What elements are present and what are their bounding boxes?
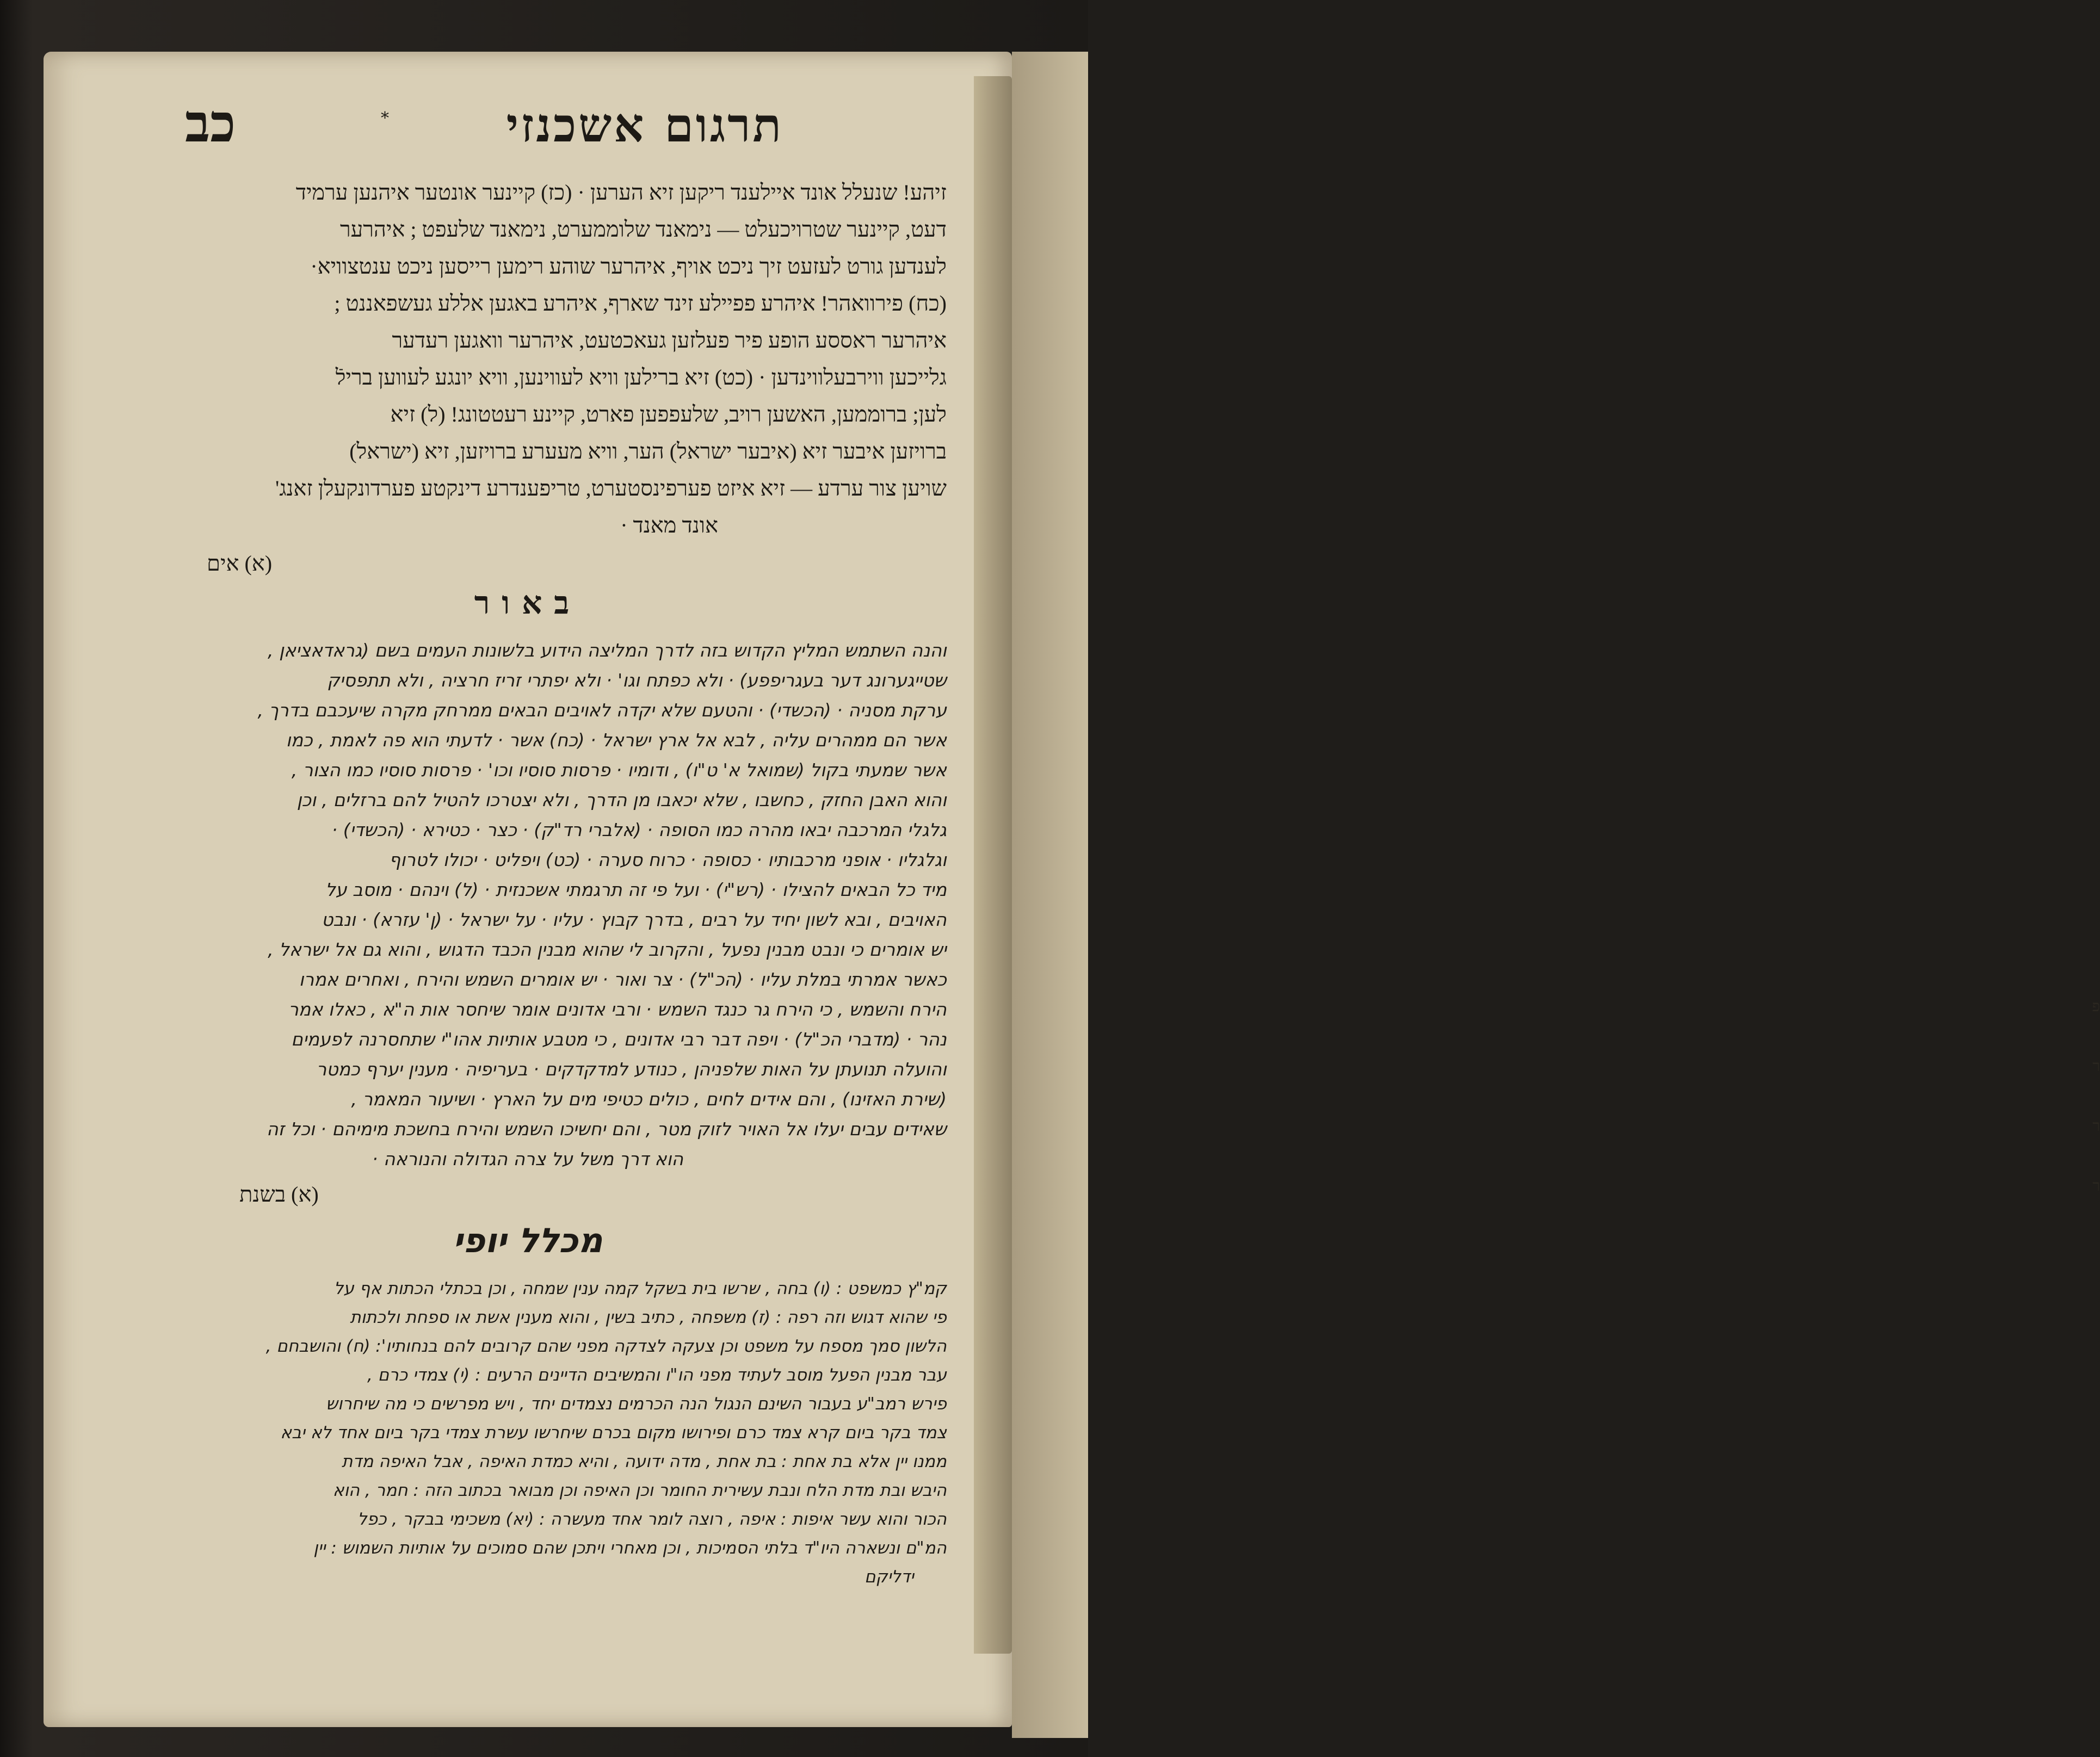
mikhlol-line: צמד בקר ביום קרא צמד כרם ופירושו מקום בכרם שיחרשו עשרת צמדי בקר ביום אחד לא יבא	[280, 1423, 947, 1443]
biur-line: והועלה תנועתן על האות שלפניהן , כנודע למדקדקים · בעריפיה · מענין יערף כמטר	[316, 1059, 947, 1080]
mikhlol-line: פי שהוא דגוש וזה רפה : (ז) משפחה , כתיב בשין , והוא מענין אשת או ספחת ולכתות	[350, 1308, 947, 1327]
translation-text	[109, 174, 947, 544]
next-page-edge	[1012, 52, 2100, 1738]
biur-line: האויבים , ובא לשון יחיד על רבים , בדרך קבוץ · עליו · על ישראל · (ן' עזרא) · ונבט	[322, 909, 947, 930]
translation-line: שויען צור ערדע — זיא איזט פערפינסטערט, טריפענדרע דינקטע פערדונקעלן זאנג'	[275, 476, 947, 500]
translation-line: אונד מאנד ·	[620, 513, 718, 537]
biur-line: כאשר אמרתי במלת עליו · (הכ"ל) · צר ואור · יש אומרים השמש והירח , ואחרים אמרו	[299, 969, 947, 990]
mikhlol-line: קמ"ץ כמשפט : (ו) בחה , שרשו בית בשקל קמה ענין שמחה , וכן בכתלי הכתות אף על	[333, 1279, 947, 1298]
star-mark: *	[381, 109, 389, 128]
biur-line: וגלגליו · אופני מרכבותיו · כסופה · כרוח סערה · (כט) ויפליט · יכולו לטרוף	[389, 849, 947, 870]
mikhlol-line: עבר מבנין הפעל מוסב לעתיד מפני הו"ו והמשיבים הדיינים הרעים : (י) צמדי כרם ,	[367, 1365, 947, 1385]
biur-line: גלגלי המרכבה יבאו מהרה כמו הסופה · (אלברי רד"ק) · כצר · כטירא · (הכשדי) ·	[331, 819, 947, 840]
translation-line: זיהע! שנעלל אונד איילענד ריקען זיא הערען · (כז) קיינער אונטער איהנען ערמיד	[295, 180, 947, 205]
running-title: תרגום אשכנזי	[506, 98, 783, 153]
catchword: (א) בשנת	[239, 1182, 319, 1207]
edge-fragment: פ ר ר ר	[2092, 997, 2100, 1195]
translation-line: לען; ברוממען, האשען רויב, שלעפפען פארט, קיינע רעטטונג! (ל) זיא	[390, 402, 947, 426]
biur-line: והנה השתמש המליץ הקדוש בזה לדרך המליצה הידוע בלשונות העמים בשם (גראדאציאן ,	[267, 640, 947, 661]
biur-line: מיד כל הבאים להצילו · (רש"י) · ועל פי זה תרגמתי אשכנזית · (ל) וינהם · מוסב על	[325, 879, 947, 900]
page-gutter	[974, 76, 1012, 1654]
biur-line: אשר שמעתי בקול (שמואל א' ט"ו) , ודומיו · פרסות סוסיו וכו' · פרסות סוסיו כמו הצור ,	[291, 759, 947, 781]
mikhlol-line: ממנו יין אלא בת אחת : בת אחת , מדה ידועה , והיא כמדת האיפה , אבל האיפה מדת	[342, 1452, 947, 1471]
mikhlol-yofi-title: מכלל יופי	[453, 1221, 603, 1260]
page-number: כב	[185, 92, 236, 154]
biur-line: הוא דרך משל על צרה הגדולה והנוראה ·	[372, 1148, 684, 1170]
biur-line: שאידים עבים יעלו אל האויר לזוק מטר , והם יחשיכו השמש והירח בחשכת מימיהם · וכל זה	[266, 1118, 947, 1140]
translation-line: דעט, קיינער שטרויכעלט — נימאנד שלוממערט, נימאנד שלעפט ; איהרער	[340, 217, 947, 242]
biur-line: נהר · (מדברי הכ"ל) · ויפה דבר רבי אדונים , כי מטבע אותיות אהו"י שתחסרנה לפעמים	[291, 1029, 947, 1050]
translation-line: גלייכען ווירבעלווינדען · (כט) זיא ברילען וויא לעווינען, וויא יונגע לעווען ברילֿ	[335, 365, 947, 389]
mikhlol-line: היבש ובת מדת הלח ונבת עשירית החומר וכן האיפה וכן מבואר בכתוב הזה : חמר , הוא	[332, 1481, 947, 1500]
mikhlol-line: פירש רמב"ע בעבור השינם הנגול הנה הכרמים נצמדים יחד , ויש מפרשים כי מה שיחרוש	[326, 1394, 947, 1414]
mikhlol-line: ידליקם	[864, 1567, 914, 1587]
mikhlol-line: המ"ם ונשארה היו"ד בלתי הסמיכות , וכן מאחרי ויתכן שהם סמוכים על אותיות השמוש : יין	[313, 1538, 947, 1558]
mikhlol-line: הכור והוא עשר איפות : איפה , רוצה לומר אחד מעשרה : (יא) משכימי בבקר , כפל	[357, 1509, 947, 1529]
translation-line: לענדען גורט לעזעט זיך ניכט אויף, איהרער שוהע רימען רייסען ניכט ענטצוויא·	[310, 254, 947, 279]
biur-line: (שירת האזינו) , והם אידים לחים , כולים כטיפי מים על הארץ · ושיעור המאמר ,	[351, 1088, 947, 1110]
biur-line: יש אומרים כי ונבט מבנין נפעל , והקרוב לי שהוא מבנין הכבד הדגוש , והוא גם אל ישראל ,	[268, 939, 947, 960]
biur-line: ערקת מסניה · (הכשדי) · והטעם שלא יקדה לאויבים הבאים ממרחק מקרה שיעכבם בדרך ,	[257, 700, 947, 721]
biur-title: באור	[474, 584, 582, 621]
mikhlol-yofi-text	[109, 1275, 947, 1592]
page-content	[109, 87, 947, 1665]
biur-line: אשר הם ממהרים עליה , לבא אל ארץ ישראל · (כח) אשר · לדעתי הוא פה לאמת , כמו	[286, 729, 947, 751]
page-header	[109, 87, 947, 174]
catchword: (א) אים	[207, 551, 273, 576]
translation-line: ברויזען איבער זיא (איבער ישראל) הער, וויא מעערע ברויזען, זיא (ישראל)	[349, 439, 947, 463]
biur-commentary	[109, 635, 947, 1174]
mikhlol-line: הלשון סמך מספח על משפט וכן צעקה לצדקה מפני שהם קרובים להם בנחותיו': (ח) והושבחם ,	[265, 1337, 947, 1356]
biur-line: הירח והשמש , כי הירח גר כנגד השמש · ורבי אדונים אומר שיחסר אות ה"א , כאלו אמר	[288, 999, 947, 1020]
translation-line: (כח) פירוואהר! איהרע פפיילע זינד שארף, איהרע באגען אללע געשפאננט ;	[334, 291, 947, 315]
translation-line: איהרער ראססע הופע פיר פעלזען געאכטעט, איהרער וואגען רעדער	[392, 328, 947, 352]
biur-line: שטייגערונג דער בעגריפפע) · ולא כפתח וגו' · ולא יפתרי זריז חרציה , ולא תתפסיק	[327, 670, 947, 691]
biur-line: והוא האבן החזק , כחשבו , שלא יכאבו מן הדרך , ולא יצטרכו להטיל להם ברזלים , וכן	[297, 789, 947, 811]
